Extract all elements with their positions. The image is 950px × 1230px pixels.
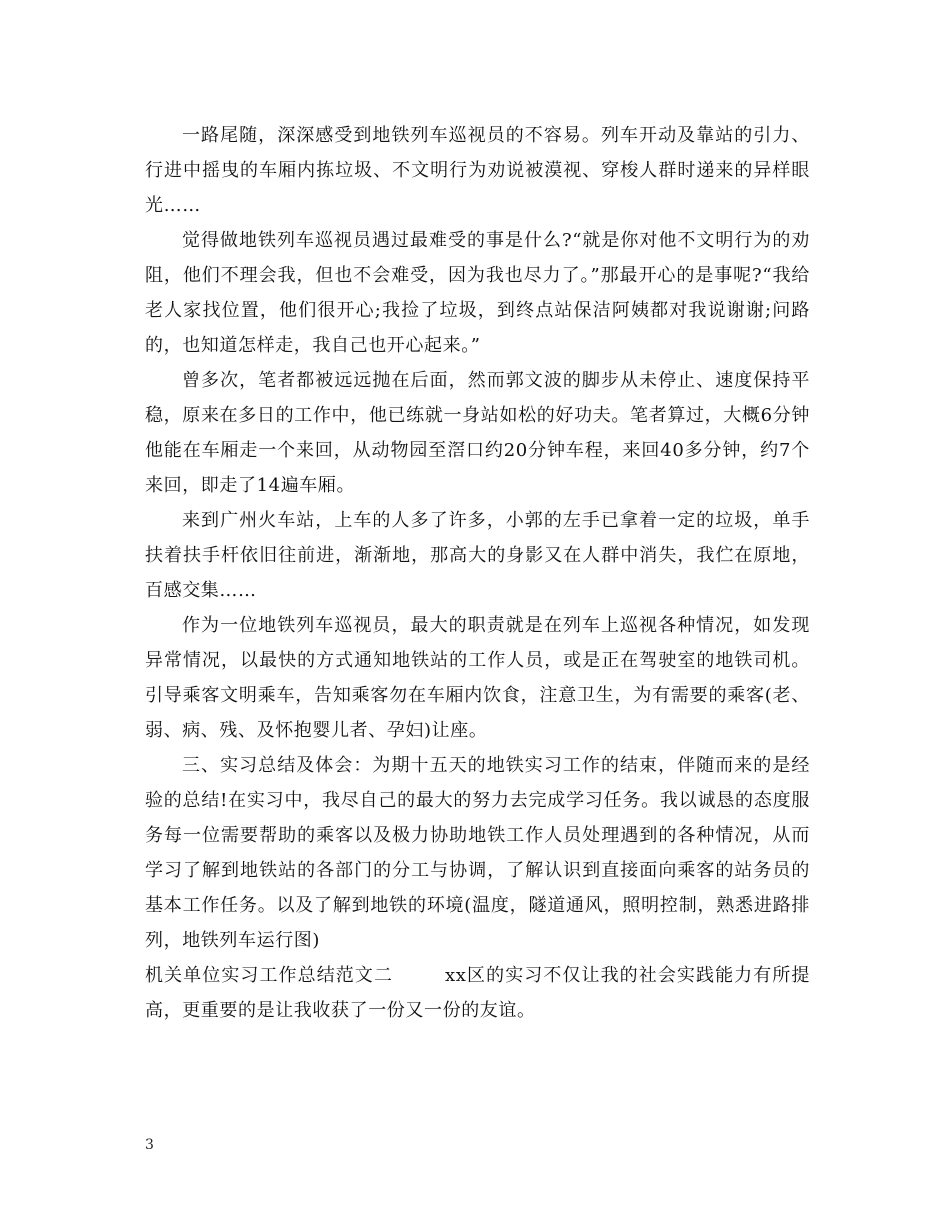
paragraph-walking-the-carriages: 曾多次，笔者都被远远抛在后面，然而郭文波的脚步从未停止、速度保持平稳，原来在多日的工作中，他已练就一身站如松的好功夫。笔者算过，大概6分钟他能在车厢走一个来回，从动物园至滘口约20分钟车程，来回40多分钟，约7个来回，即走了14遍车厢。 <box>145 370 810 496</box>
section-text: xx区的实习不仅让我的社会实践能力有所提高，更重要的是让我收获了一份又一份的友谊。 <box>145 965 810 1021</box>
paragraph-sample-two <box>145 958 810 1028</box>
paragraph-inspector-duties: 作为一位地铁列车巡视员，最大的职责就是在列车上巡视各种情况，如发现异常情况，以最快的方式通知地铁站的工作人员，或是正在驾驶室的地铁司机。引导乘客文明乘车，告知乘客勿在车厢内饮食，注意卫生，为有需要的乘客(老、弱、病、残、及怀抱婴儿者、孕妇)让座。 <box>145 615 810 741</box>
paragraph-subway-inspector-hardship: 一路尾随，深深感受到地铁列车巡视员的不容易。列车开动及靠站的引力、行进中摇曳的车厢内拣垃圾、不文明行为劝说被漠视、穿梭人群时递来的异样眼光…… <box>145 125 810 216</box>
document-body <box>145 118 810 1028</box>
section-heading: 机关单位实习工作总结范文二 <box>145 965 394 986</box>
paragraph-internship-summary: 三、实习总结及体会：为期十五天的地铁实习工作的结束，伴随而来的是经验的总结!在实习中，我尽自己的最大的努力去完成学习任务。我以诚恳的态度服务每一位需要帮助的乘客以及极力协助地铁工作人员处理遇到的各种情况，从而学习了解到地铁站的各部门的分工与协调，了解认识到直接面向乘客的站务员的基本工作任务。以及了解到地铁的环境(温度，隧道通风，照明控制，熟悉进路排列，地铁列车运行图) <box>145 755 810 951</box>
paragraph-guangzhou-railway-station: 来到广州火车站，上车的人多了许多，小郭的左手已拿着一定的垃圾，单手扶着扶手杆依旧往前进，渐渐地，那高大的身影又在人群中消失，我伫在原地，百感交集…… <box>145 510 810 601</box>
page-number: 3 <box>145 1137 154 1153</box>
paragraph-hardest-and-happiest-moments: 觉得做地铁列车巡视员遇过最难受的事是什么?“就是你对他不文明行为的劝阻，他们不理会我，但也不会难受，因为我也尽力了。”那最开心的是事呢?“我给老人家找位置，他们很开心;我捡了垃圾，到终点站保洁阿姨都对我说谢谢;问路的，也知道怎样走，我自己也开心起来。” <box>145 230 810 356</box>
